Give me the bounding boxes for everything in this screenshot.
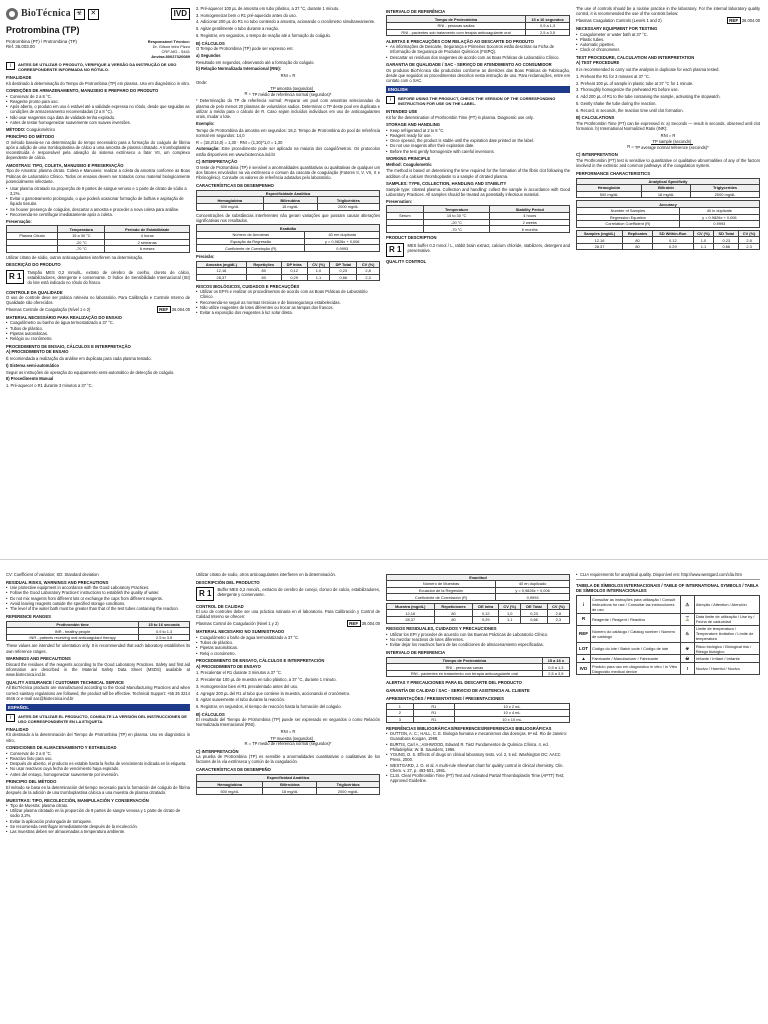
section-heading: RISCOS BIOLÓGICOS, CUIDADOS E PRECAUÇÕES: [196, 283, 300, 289]
section-heading: PRODUCT DESCRIPTION: [386, 235, 437, 241]
section-heading: STORAGE AND HANDLING: [386, 122, 440, 128]
section-heading: CONDICIONES DE ALMACENAMIENTO Y ESTABILIDAD: [6, 745, 117, 751]
section-heading: DESCRIÇÃO DO PRODUTO: [6, 262, 61, 268]
list-item: • Reagente pronto para uso.: [6, 99, 190, 104]
list-item: • Coagulometer or water bath at 37 °C.: [576, 32, 760, 37]
subheading: A) TEST PROCEDURE: [576, 60, 620, 66]
product-ref: Ref. 36.003.00: [6, 44, 35, 50]
list-item: • No usar reactivos cuya fecha de vencimiento haya expirado.: [6, 766, 190, 771]
precision-table-es: Muestra (mg/dL) Repeticiones DE Intra CV (%) DE Total CV (%) 12,16 80 0,12 1,0 0,23 2,8 28,37 80 0,29 1,1 0,66 2,3: [386, 603, 570, 624]
paragraph: All BioTécnica products are manufactured according to the Good Manufacturing Practices and when correct sanitary regulations are followed, the product will be effective. Technical Support: +55 35 3214 4646 or e-mail sac@biotecnica.ind.br: [6, 685, 190, 701]
bullet-list: [576, 32, 760, 53]
section-heading: TABELA DE SÍMBOLOS INTERNACIONAIS / TABLE OF INTERNATIONAL SYMBOLS / TABLA DE SÍMBOLOS INTERNACIONALES: [576, 582, 759, 594]
section-heading: ALERTAS Y PRECAUCIONES PARA EL DESCARTE DEL PRODUCTO: [386, 679, 522, 685]
paragraph: Kit destinado a la determinación del Tiempo de Protrombina (TP) en plasma. Uso en diagnóstico in vitro.: [6, 732, 190, 743]
version-warning-es: i ANTES DE UTILIZAR EL PRODUCTO, CONSULTE LA VERSIÓN DEL INSTRUCCIONES DE USO CORRESPONDIENTE EN LA ETIQUETA.: [6, 714, 190, 724]
automation: Automação: Este procedimento pode ser aplicado na maioria dos coagulômetros. Os protocolos estão disponíveis em www.biotecnica.ind.br: [196, 146, 380, 157]
list-item: • WESTGARD, J. O. et al. A multi-rule Shewhart chart for quality control in clinical chemistry. Clin. Chem. v. 27, p. 493-501, 1981.: [386, 763, 570, 773]
section-heading: C) INTERPRETATION: [576, 152, 618, 158]
section-heading: PROCEDIMENTO DE ENSAIO, CÁLCULOS E INTERPRETAÇÃO: [6, 343, 131, 349]
subheading: Exemplo:: [196, 120, 215, 126]
section-heading: B) CALCULATIONS: [576, 115, 615, 121]
list-item: • Follow the Good Laboratory Practices' instructions to establish the quality of water.: [6, 590, 190, 595]
biotecnica-logo-icon: [6, 8, 18, 20]
list-item: • Plastic tubes.: [576, 37, 760, 42]
bullet-list: [386, 632, 570, 648]
section-heading: C) INTERPRETAÇÃO: [196, 159, 238, 165]
list-item: • Once opened, the product is stable until the expiration date printed on the label.: [386, 138, 570, 143]
precision-table: Amostra (mg/dL) Repetições DP Intra CV (%) DP Total CV (%) 12,16 80 0,12 1,0 0,23 2,8 28,37 80 0,29 1,1 0,66 2,3: [196, 261, 380, 282]
list-item: • Pipetas automáticas.: [196, 645, 380, 650]
list-item: • Antes del ensayo, homogeneizar suavemente por inversión.: [6, 772, 190, 777]
list-item: • Avoid leaving reagents outside the specified storage conditions.: [6, 601, 190, 606]
hourglass-icon: ⌛: [680, 613, 694, 625]
instructions-book-icon: i: [6, 62, 15, 70]
list-item: • Relógio ou cronômetro.: [6, 336, 190, 341]
paragraph: Utilizar citrato de sodio, otros anticoagulantes interfieren en la determinación.: [196, 572, 336, 577]
bullet-list: [6, 751, 190, 777]
section-heading: CARACTERÍSTICAS DE DESEMPEÑO: [196, 767, 271, 773]
list-item: • CLIA requirements for analytical quality. Disponível em: http://www.westgard.com/clia.htm: [576, 572, 760, 577]
brand-header: [6, 6, 190, 22]
r-formula-en: $R = \frac{\text{TP sample (seconds)}}{\text{TP average normal reference (seconds)*}}$: [627, 139, 709, 150]
reagent-r1-text: MES buffer 0.2 mmol / L, rabbit brain extract, calcium chloride, stabilizers, detergent and preservative.: [407, 242, 570, 253]
table-row: LOT Código do lote / Batch code / Código de lote ☣ Risco biológico / Biological risk / Riesgo biológico: [577, 643, 760, 655]
list-item: • No mezclar reactivos de lotes diferentes.: [386, 637, 570, 642]
bullet-list: [6, 94, 190, 125]
section-heading: WORKING PRINCIPLE: [386, 156, 431, 162]
list-item: • Do not use reagents after their expiration date.: [386, 143, 570, 148]
list-item: • Before the test gently homogenize with careful inversions.: [386, 149, 570, 154]
accuracy-table-en: Accuracy Number of Samples 40 in duplicate Regression Equation y = 0.9826x + 0.006 Correlation Coefficient (R) 0.9993: [576, 200, 760, 227]
step: 2. Precalentar 100 μL de muestra en tubo plástico, a 37 °C, durante 1 minuto.: [196, 677, 337, 683]
leaflet-bottom-panel: [0, 566, 768, 1024]
ref-icon: REF: [727, 17, 741, 24]
section-heading: INTERVALO DE REFERÊNCIA: [386, 8, 446, 14]
paragraph: These values are intended for orientation only. It is recommended that each laboratory establishes its own reference ranges.: [6, 643, 190, 654]
section-heading: RIESGOS RESIDUALES, CUIDADOS Y PRECAUCIONES: [386, 626, 497, 632]
list-item: • Conservar de 2 a 8 °C.: [6, 94, 190, 99]
list-item: • Después de abierto, el producto es estable hasta la fecha de vencimiento indicada en la etiqueta.: [6, 761, 190, 766]
paragraph: 1. Pré-aquecer o R1 durante 3 minutos a 37 °C.: [6, 382, 93, 388]
list-item: • Conservar de 2 a 8 °C.: [6, 751, 190, 756]
version-warning: i ANTES DE UTILIZAR O PRODUTO, VERIFIQUE A VERSÃO DA INSTRUÇÃO DE USO CORRESPONDENTE INFORMADA NO RÓTULO.: [6, 62, 190, 72]
reference-interval-table: Tempo de Protrombina 15 a 16 segundos RNI - pessoas sadias 0,9 a 1,3 RNI - pacientes sob tratamento com terapia anticoagulante oral 2,5 a 3,5: [386, 15, 570, 36]
language-heading-english: ENGLISH: [386, 86, 570, 93]
reference-ranges-table: Prothrombin time 15 to 16 seconds INR - healthy people 0.9 to 1.3 INR - patients receiving oral anticoagulant therapy 2.5 to 3.5: [6, 621, 190, 642]
instructions-book-icon: i: [6, 714, 15, 722]
step: 6. Record, in seconds, the reaction time until clot formation.: [576, 107, 684, 113]
subheading: Precisão:: [196, 253, 215, 259]
subheading: II) Procedimento Manual: [6, 376, 54, 382]
list-item: • Utilizar os EPI's e realizar os procedimentos de acordo com as Boas Práticas de Laboratório Clínico.: [196, 289, 380, 299]
reagent-r1-label: R 1: [196, 587, 214, 601]
paragraph: El resultado del Tiempo de Protrombina (TP) puede ser expresado en segundos o como Relación Normalizada Internacional (RNI).: [196, 717, 380, 728]
list-item: • Não utilize reagentes de lotes diferentes ou trocar as tampas dos frascos.: [196, 305, 380, 310]
list-item: • Tubos de plástico.: [6, 326, 190, 331]
paragraph: O uso de controle deve ser prática rotineira no laboratório. Para Calibração e Controle Interno de Qualidade são oferecidos.: [6, 294, 190, 306]
step: 2. Pré-aquecer 100 μL de amostra em tubo plástico, a 37 °C, durante 1 minuto.: [196, 6, 340, 11]
list-item: • Tipo de Muestra: plasma citrato.: [6, 803, 190, 808]
accuracy-table-es: Exactitud Número de Muestras 40 en duplicado Ecuación de la Regresión y = 0,9826x + 0,006 Coeficiente de Correlación (R) 0,9993: [386, 574, 570, 601]
section-heading: CONDIÇÕES DE ARMAZENAMENTO, MANUSEIO E PREPARO DO PRODUTO: [6, 88, 159, 94]
table-row: ▲ Fabricante / Manufacturer / Fabricante ☠ Irritante / Irritant / Irritante: [577, 655, 760, 663]
section-heading: QUALITY ASSURANCE / CUSTOMER TECHNICAL SERVICE: [6, 679, 124, 685]
resp-name: Dr. Gilson Ieiro Pizzo: [152, 43, 190, 49]
ivd-badge: IVD: [171, 8, 190, 20]
language-heading-spanish: ESPAÑOL: [6, 704, 190, 711]
presentations-table: 1 R1 10 x 2 mL 2 R1 10 x 4 mL 3 R1 10 x 10 mL: [386, 703, 570, 724]
list-item: • YOUNG, D. S. Effects of drugs on clinical laboratory tests. vol. 2, 5 ed. Washington DC: AACC Press, 2000.: [386, 752, 570, 762]
list-item: • Recomenda-se seguir as normas técnicas e de biossegurança estabelecidas.: [196, 300, 380, 305]
section-heading: B) CÁLCULOS: [196, 711, 225, 717]
section-heading: REFERENCE RANGES: [6, 613, 51, 619]
rni-formula-en: RNI = R: [660, 132, 676, 138]
list-item: • Utilizar los EPI y proceder de acuerdo con las Buenas Prácticas de Laboratorio Clínico.: [386, 632, 570, 637]
section-heading: PROCEDIMIENTO DE ENSAYO, CÁLCULOS E INTERPRETACIÓN: [196, 658, 325, 664]
subheading: a) Segundos: [196, 52, 221, 58]
thermometer-icon: ♨: [680, 625, 694, 642]
paragraph: Seguir as instruções de operação do equipamento semi-automático de detecção de coágulo.: [6, 369, 175, 375]
section-heading: FINALIDAD: [6, 726, 29, 732]
bullet-list: [196, 289, 380, 315]
paragraph: The Prothrombin Time (PT) can be expressed in: a) Seconds — result in seconds, observed until clot formation. b) International Normalized Ratio (INR):: [576, 120, 760, 131]
step: 1. Precalentar el R1 durante 3 minutos a 37 °C.: [196, 670, 283, 676]
specificity-table-en: Analytical Specificity Hemoglobin Bilirubin Triglycerides 500 mg/dL 18 mg/dL 2000 mg/dL: [576, 178, 760, 199]
list-item: • Tubos de plástico.: [196, 640, 380, 645]
paragraph: La prueba de Protrombina (TP) es sensible a anormalidades cuantitativas o cualitativas de los factores de la vía extrínseca y común de la coagulación.: [196, 754, 380, 765]
control-product-es: Plasmas Control de Coagulación (Nivel 1 y 2) REF 36.004.00: [196, 621, 380, 627]
reagent-r1: [6, 270, 190, 287]
precision-table-en: Samples (mg/dL) Replicates SD Within-Run CV (%) SD Total CV (%) 12.16 80 0.12 1.0 0.23 2.8 28.37 80 0.29 1.1 0.66 2.3: [576, 230, 760, 251]
reagent-r1-text: Buffer MES 0,2 mmol/L, extracto de cerebro de conejo, cloruro de calcio, estabilizadores, detergente y conservante.: [217, 587, 380, 598]
anvisa-number: Anvisa 80027320089: [151, 53, 190, 59]
instructions-book-icon: i: [386, 96, 395, 104]
list-item: • Se recomienda centrifugar inmediatamente después de la recolección.: [6, 824, 190, 829]
reagent-r1-text: Tampão MES 0,2 mmol/L, extrato de cérebro de coelho, cloreto de cálcio, estabilizadores, detergente e conservante. O Índice de Sensibilidade Internacional (ISI) do lote está indicado no rótulo do frasco.: [27, 269, 190, 286]
list-item: • Se houver presença de coágulos, descartar a amostra e proceder a nova coleta para análise.: [6, 207, 190, 212]
subheading: A) PROCEDIMENTO DE ENSAIO: [6, 349, 69, 355]
bottom-column-4: [576, 572, 760, 1020]
divider: [576, 579, 760, 580]
list-item: • Descartar os resíduos dos reagentes de acordo com as Boas Práticas de Laboratório Clínico.: [386, 55, 570, 60]
r-formula-es: $R = \frac{\text{TP muestra (segundos)}}{\text{TP medio de referencia normal (segundos)*}}$: [244, 735, 332, 747]
reagent-r1-en: [386, 243, 570, 257]
paragraph: Tempo de Protrombina da amostra em segundos: 18,2. Tempo de Protrombina do pool de referência normal em segundos: 14,0: [196, 127, 380, 138]
brand-name: BioTécnica: [21, 7, 71, 19]
r-formula: $R = \frac{\text{TP amostra (segundos)}}{\text{TP médio de referência normal (segundos)*}}$: [244, 86, 332, 97]
product-meta: [6, 39, 190, 59]
section-heading: TEST PROCEDURE, CALCULATION AND INTERPRETATION: [576, 55, 695, 61]
method-line: MÉTODO: Coagulométrico: [6, 126, 56, 132]
section-heading: ALERTAS E PRECAUÇÕES COM RELAÇÃO AO DESCARTE DO PRODUTO: [386, 38, 534, 44]
bullet-list: [386, 44, 570, 60]
section-heading: PRINCÍPIO DO MÉTODO: [6, 134, 55, 140]
step: 4. Agregar 200 μL del R1 al tubo que contiene la muestra, accionando el cronómetro.: [196, 690, 351, 696]
paragraph: Discard the residues of the reagents according to the Good Laboratory Practices. Safety and first aid information are described in the Material Safety Data Sheet (MSDS) available at www.biotecnica.ind.br.: [6, 661, 190, 678]
subheading: b) Relação Normalizada Internacional (RNI):: [196, 66, 282, 72]
paragraph: Concentrações de substâncias interferentes não geram variações que possam causar alterações significativas nos resultados.: [196, 212, 380, 223]
crf-number: CRF-MG - 5441: [161, 48, 190, 54]
table-row: IVD Produto para uso em diagnóstico in vitro / In Vitro Diagnostic medical device ! Nocivo / Harmful / Nocivo: [577, 663, 760, 675]
method-line: Method: Coagulometric: [386, 161, 432, 167]
product-title: Protrombina (TP): [6, 25, 80, 35]
product-subtitle: Protrombina (PT) / Protrombina (TP): [6, 38, 77, 44]
attention-icon: ⚠: [680, 596, 694, 613]
step: 2. Preheat 100 μL of sample in plastic tube at 37 °C for 1 minute.: [576, 80, 694, 86]
list-item: • Reactivo listo para uso.: [6, 756, 190, 761]
reference-interval-table-es: Tiempo de Protrombina 15 a 16 s RNI - personas sanas 0,9 a 1,3 RNI - pacientes en tratamiento con terapia anticoagulante oral 2,5 a 3,5: [386, 657, 570, 678]
control-product-en: Plasmas Coagulation Controls (Levels 1 and 2) REF 36.004.00: [576, 17, 760, 24]
list-item: • Não usar reagentes cuja data de validade tenha expirado.: [6, 115, 190, 120]
section-heading: MUESTRAS: TIPO, RECOLECCIÓN, MANIPULACIÓN Y CONSERVACIÓN: [6, 797, 149, 803]
resp-label: Responsável Técnico:: [147, 38, 190, 44]
column-1: [6, 6, 190, 554]
step: 5. Agitar gentilmente o tubo durante a reação.: [196, 26, 280, 32]
specificity-table: Especificidade Analítica Hemoglobina Bilirrubina Triglicérides 500 mg/dL 18 mg/dL 2000 mg/dL: [196, 190, 380, 211]
paragraph: O teste de Protrombina (TP) é sensível a anormalidades quantitativas ou qualitativas de qualquer um dos fatores envolvidos na via extrínseca e comum da cascata de coagulação (Fatores II, V, VII, X e Fibrinogênio). Consulte os valores de referência adotados pelo laboratório.: [196, 164, 380, 181]
example-calc: R = (18,2/14,0) = 1,30 · RNI = (1,30)^1,0 = 1,30: [196, 139, 283, 145]
paragraph: Kit for the determination of Prothrombin Time (PT) in plasma. Diagnostic use only.: [386, 114, 534, 120]
formula-where: Onde:: [196, 79, 208, 85]
accuracy-table: Exatidão Número de Amostras 40 em duplicata Equação da Regressão y = 0,9826x + 0,006 Coeficiente de Correlação (R) 0,9993: [196, 224, 380, 251]
list-item: • Las muestras deben ser almacenadas a temperatura ambiente.: [6, 829, 190, 834]
step: 6. Registrar, em segundos, o tempo de reação até a formação do coágulo.: [196, 32, 331, 38]
bullet-list: [386, 731, 570, 783]
paragraph: It is recommended to carry out the analysis in duplicate for each plasma tested.: [576, 67, 720, 73]
subheading: A) PROCEDIMIENTO DE ENSAYO: [196, 663, 261, 669]
irritant-icon: ☠: [680, 655, 694, 663]
list-item: • Pipetas automáticas.: [6, 331, 190, 336]
rni-formula: RNI = R: [280, 72, 296, 78]
step: 4. Add 200 μL of R1 to the tube containing the sample, activating the stopwatch.: [576, 94, 721, 100]
paragraph: * Determinação do TP de referência normal: Preparar um pool com amostras selecionadas do plasma de pelo menos 20 plasmas de voluntários sadios. Determinar o TP deste pool em duplicata e utilizar a média para o cálculo de R. Caso sejam incluídos indivíduos em uso de anticoagulantes orais, mudar o lote.: [196, 98, 380, 120]
bullet-list: [386, 128, 570, 154]
section-heading: MATERIAL NECESSÁRIO PARA REALIZAÇÃO DO ENSAIO: [6, 315, 122, 321]
biohazard-icon: ☣: [680, 643, 694, 655]
list-item: • Evitar dejar los reactivos fuera de las condiciones de almacenamiento especificadas.: [386, 642, 570, 647]
section-heading: REFERÊNCIAS BIBLIOGRÁFICAS/REFERENCES/REFERENCIAS BIBLIOGRÁFICAS: [386, 725, 552, 731]
section-heading: INTERVALO DE REFERENCIA: [386, 649, 446, 655]
preservation-label: Preservação:: [6, 218, 32, 224]
paragraph: O método baseia-se na determinação do tempo necessário para a formação do coágulo de fibrina após a adição de uma tromboplastina de cálcio a uma amostra de plasma citratado. A tromboplastina reconstituída é responsável pela ativação do sistema extrínseco a fator VII, um complexo dependente de cálcio.: [6, 139, 190, 161]
bullet-list: [6, 803, 190, 834]
reagent-r1-label: R 1: [386, 243, 404, 257]
list-item: • Use protective equipment in accordance with the Good Laboratory Practices.: [6, 585, 190, 590]
paragraph: Resultado em segundos, observando até a formação do coágulo.: [196, 59, 315, 65]
section-heading: C) INTERPRETACIÓN: [196, 748, 239, 754]
table-row: R Reagente / Reagent / Reactivo ⌛ Data limite de utilização / Use by / Fecha de caducidad: [577, 613, 760, 625]
rni-formula-es: RNI = R: [280, 729, 296, 735]
section-heading: CONTROLE DA QUALIDADE: [6, 289, 63, 295]
lot-icon: LOT: [577, 643, 591, 655]
section-heading: RESIDUAL RISKS, WARNINGS AND PRECAUTIONS: [6, 579, 109, 585]
section-heading: CARACTERÍSTICAS DE DESEMPENHO: [196, 182, 274, 188]
section-heading: INTENDED USE: [386, 109, 418, 115]
bottom-column-2: [196, 572, 380, 1020]
column-3: [386, 6, 570, 554]
section-heading: APRESENTAÇÕES / PRESENTATIONS / PRESENTACIONES: [386, 695, 504, 701]
list-item: • Reagent ready for use.: [386, 133, 570, 138]
paragraph: CV: Coefficient of variation; SD: Standard deviation: [6, 572, 99, 577]
list-item: • BURTIS, Carl A.; ASHWOOD, Edward R. Tietz Fundamentos de Química Clínica. 4. ed. Philadelphia: W. B. Saunders, 1996.: [386, 742, 570, 752]
list-item: • DUTTON, A. C.; HALL, C. E. Biologia humana e mecanismos das doenças. 6ª ed. Rio de Janeiro: Guanabara Koogan, 1998.: [386, 731, 570, 741]
bullet-list: [196, 635, 380, 656]
step: 4. Adicionar 200 μL do R1 no tubo contendo a amostra, acionando o cronômetro simultaneamente.: [196, 19, 376, 25]
control-product: Plasmas Controle de Coagulação (Nível 1 e 2) REF 36.004.00: [6, 306, 190, 313]
ivd-icon: IVD: [577, 663, 591, 675]
preservation-note: Utilizar citrato de sódio, outros anticoagulantes interferem na determinação.: [6, 254, 144, 260]
manufacturer-icon: ▲: [577, 655, 591, 663]
step: 5. Gently shake the tube during the reaction.: [576, 100, 657, 106]
ref-icon: REF: [157, 306, 171, 313]
reagent-r1-es: [196, 587, 380, 601]
preservation-table-en: Temperature Stability Period Serum 15 to 30 °C 4 hours -20 °C 2 weeks -70 °C 6 months: [386, 205, 570, 232]
section-heading: GARANTIA DE QUALIDADE / SAC - SERVIÇO DE ATENDIMENTO AO CONSUMIDOR: [386, 62, 552, 68]
list-item: • Evitar a exposição dos reagentes à luz solar direta.: [196, 310, 380, 315]
list-item: • Do not mix reagents from different lots or exchange the caps from different reagents.: [6, 596, 190, 601]
bullet-list: [6, 585, 190, 611]
list-item: • Evitar la aplicación prolongada de torniquete.: [6, 819, 190, 824]
subheading: I) Sistema semi-automático: [6, 362, 60, 368]
section-heading: SAMPLES: TYPE, COLLECTION, HANDLING AND STABILITY: [386, 181, 507, 187]
paragraph: El método se basa en la determinación del tiempo necesario para la formación del coágulo de fibrina después de la adición de una tromboplastina cálcica a una muestra de plasma citratado.: [6, 784, 190, 795]
section-heading: FINALIDADE: [6, 75, 32, 81]
section-heading: DESCRIPCIÓN DEL PRODUCTO: [196, 579, 260, 585]
table-row: i Consultar as instruções para utilização / Consult instructions for use / Consultar las instrucciones de uso ⚠ Atenção / Attention / Atención: [577, 596, 760, 613]
preservation-table: Temperatura Período de Estabilidade Plasma Citrato 15 a 30 °C 4 horas -20 °C 2 semanas -70 °C 6 meses: [6, 225, 190, 252]
preservation-label: Preservation:: [386, 198, 413, 204]
section-heading: NECESSARY EQUIPMENT FOR TESTING: [576, 26, 658, 32]
column-2: [196, 6, 380, 554]
paragraph: The use of controls should be a routine practice in the laboratory. For the internal laboratory quality control, it is recommended the use of the controls below:: [576, 6, 760, 17]
list-item: • CLSI. Clear Prothrombin Time (PT) Test and Activated Partial Thromboplastin Time (APTT) Test; Approved Guideline.: [386, 773, 570, 783]
ref-icon: REF: [347, 620, 361, 627]
step: 5. Agitar suavemente el tubo durante la reacción.: [196, 697, 285, 703]
table-row: REF Número do catálogo / Catalog number / Número de catálogo ♨ Limite de temperatura / Temperature limitation / Límite de temperatura: [577, 625, 760, 642]
section-heading: WARNINGS AND PRECAUTIONS: [6, 656, 71, 662]
paragraph: Tipo de Amostra: plasma citrato. Coleta e Manuseio: realizar a coleta da amostra conforme as Boas Práticas de Laboratório Clínico. Todos os ensaios devem ser tratados como material biologicamente potencialmente infectante.: [6, 168, 190, 184]
paragraph: Sample type: citrated plasma. Collection and handling: collect the sample in accordance with Good Laboratory Practices. All samples should be treated as potentially infectious material.: [386, 186, 570, 197]
section-heading: PRINCIPIO DEL MÉTODO: [6, 779, 57, 785]
list-item: • Coagulómetro o baño de agua termostatizado a 37 °C.: [196, 635, 380, 640]
paragraph: É recomendada a realização da análise em duplicata para cada plasma testado.: [6, 356, 152, 362]
bullet-list: [6, 320, 190, 341]
list-item: • Antes de testar homogeneizar suavemente com suaves inversões.: [6, 120, 190, 125]
list-item: • Coagulômetro ou banho de água termostatizado a 37 °C.: [6, 320, 190, 325]
paragraph: El uso de controles debe ser una práctica rutinaria en el laboratorio. Para Calibración y Control de Calidad Interno se ofrecen:: [196, 609, 380, 620]
instructions-icon: i: [577, 596, 591, 613]
list-item: • Clock or chronometer.: [576, 47, 760, 52]
section-heading: PERFORMANCE CHARACTERISTICS: [576, 170, 650, 176]
list-item: • Keep refrigerated at 2 to 8 °C.: [386, 128, 570, 133]
specificity-table-es: Especificidad Analítica Hemoglobina Bilirrubina Triglicéridos 500 mg/dL 18 mg/dL 2000 mg/dL: [196, 774, 380, 795]
bullet-list: [576, 572, 760, 577]
section-heading: QUALITY CONTROL: [386, 259, 427, 265]
list-item: • Usar plasma citratado na proporção de 9 partes de sangue venoso e 1 parte de citrato de sódio a 3,2%.: [6, 186, 190, 196]
list-item: • Recomenda-se centrifugar imediatamente após a coleta.: [6, 212, 190, 217]
paragraph: O Tempo de Protrombina (TP) pode ser expresso em:: [196, 46, 294, 52]
step: 1. Preheat the R1 for 3 minutes at 37 °C.: [576, 73, 650, 79]
biohazard-icon: ☣: [74, 9, 85, 20]
section-heading: MATERIAL NECESARIO NO SUMINISTRADO: [196, 629, 285, 635]
section-heading: B) CÁLCULOS: [196, 40, 225, 46]
list-item: • As informações de Descarte, Segurança e Primeiros Socorros estão descritas na Ficha de Informação de Segurança de Produtos Químicos (FISPQ).: [386, 44, 570, 54]
paragraph: The method is based on determining the time required for the formation of the fibrin clot following the addition of a calcium thromboplastin to a sample of citrated plasma.: [386, 168, 570, 179]
bottom-column-1: [6, 572, 190, 1020]
bullet-list: [6, 186, 190, 217]
bottom-column-3: [386, 572, 570, 1020]
symbols-table: [576, 595, 760, 675]
reagent-icon: R: [577, 613, 591, 625]
harmful-icon: !: [680, 663, 694, 675]
step: 3. Homogeneizar bien el R1 precalentado antes del uso.: [196, 683, 299, 689]
version-warning-en: i BEFORE USING THE PRODUCT, CHECK THE VERSION OF THE CORRESPONDING INSTRUCTION FOR USE ON THE LABEL.: [386, 96, 570, 106]
list-item: • Evitar o garroteamento prolongado, o que poderá ocasionar formação de bolhas e aspiração de líquido tissular.: [6, 196, 190, 206]
section-heading: GARANTÍA DE CALIDAD / SAC - SERVICIO DE ASISTENCIA AL CLIENTE: [386, 687, 530, 693]
list-item: • Após aberto, o produto em uso é estável até a validade expressa no rótulo, desde que seguidas as condições de armazenamento recomendadas (2 a 8 °C).: [6, 104, 190, 114]
column-4: [576, 6, 760, 554]
paragraph: The Prothrombin (PT) test is sensitive to quantitative or qualitative abnormalities of any of the factors involved in the extrinsic and common pathways of the coagulation system.: [576, 157, 760, 168]
list-item: • Utilizar plasma citratado en la proporción de 9 partes de sangre venosa y 1 parte de citrato de sodio 3,2%.: [6, 808, 190, 818]
step: 3. Thoroughly homogenize the preheated R1 before use.: [576, 87, 679, 93]
list-item: • The level of the water bath must be greater than that of the test tubes containing the reaction.: [6, 606, 190, 611]
step: 3. Homogeneizar bem o R1 pré-aquecido antes do uso.: [196, 12, 297, 18]
list-item: • Automatic pipettes.: [576, 42, 760, 47]
ref-icon: REF: [577, 625, 591, 642]
reagent-r1-label: R 1: [6, 270, 24, 284]
section-heading: AMOSTRAS: TIPO, COLETA, MANUSEIO E PRESERVAÇÃO: [6, 163, 124, 169]
paragraph: Os produtos BioTécnica são produzidos conforme as diretrizes das Boas Práticas de Fabricação, desde que seguidos os procedimentos descritos nesta instrução de uso. Para reclamações, entre em contato com o SAC.: [386, 67, 570, 84]
list-item: • Reloj o cronómetro.: [196, 651, 380, 656]
step: 6. Registrar, en segundos, el tiempo de reacción hasta la formación del coágulo.: [196, 704, 342, 710]
irritant-icon: ✕: [88, 9, 99, 20]
section-heading: CONTROL DE CALIDAD: [196, 603, 244, 609]
paragraph: Kit destinado à determinação do Tempo de Protrombina (TP) em plasma. Uso em diagnóstico in vitro.: [6, 80, 190, 86]
